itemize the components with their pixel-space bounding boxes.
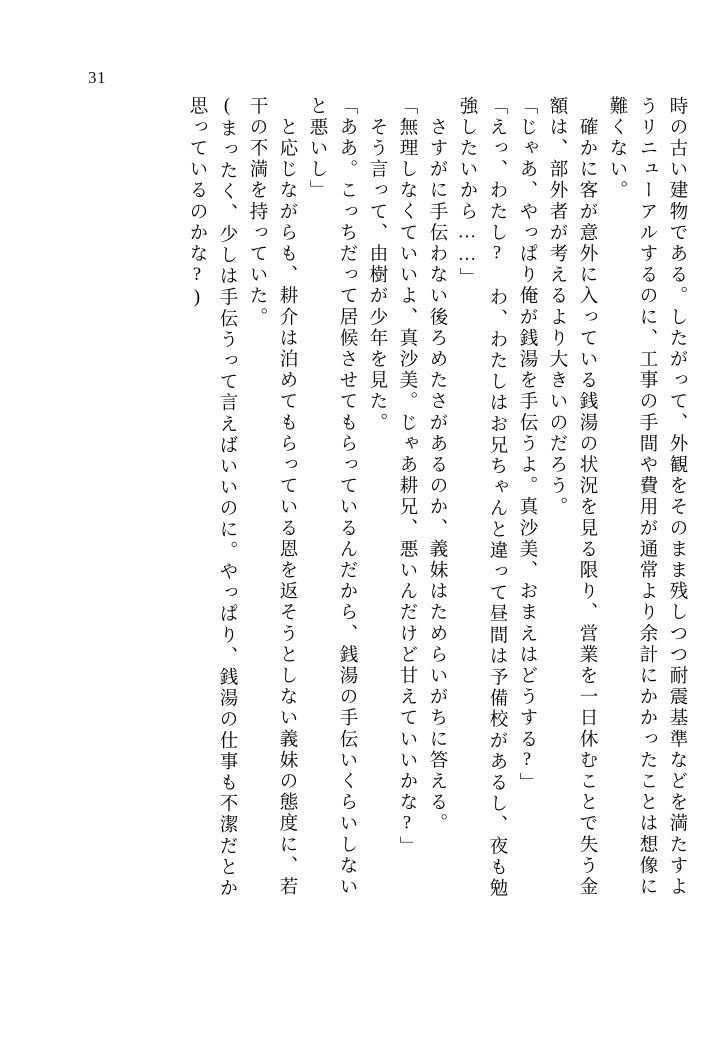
text-line: 「ああ。こっちだって居候させてもらっているんだから、銭湯の手伝いくらいしない — [337, 96, 357, 898]
text-line: 思っているのかな?) — [187, 96, 207, 310]
text-line: 「じゃあ、やっぱり俺が銭湯を手伝うよ。真沙美、おまえはどうする?」 — [517, 96, 537, 794]
text-line: (まったく、少しは手伝うって言えばいいのに。やっぱり、銭湯の仕事も不潔だとか — [217, 96, 237, 900]
text-line: そう言って、由樹が少年を見た。 — [367, 96, 387, 434]
text-line: 額は、部外者が考えるより大きいのだろう。 — [547, 96, 567, 518]
text-line: 強したいから……」 — [457, 96, 477, 289]
text-line: 時の古い建物である。したがって、外観をそのまま残しつつ耐震基準などを満たすよ — [667, 96, 687, 898]
text-line: 「無理しなくていいよ、真沙美。じゃあ耕兄、悪いんだけど甘えていいかな?」 — [397, 96, 417, 858]
text-line: と悪いし」 — [307, 96, 327, 202]
text-line: と応じながらも、耕介は泊めてもらっている恩を返そうとしない義妹の態度に、若 — [277, 96, 297, 898]
vertical-text-block — [58, 96, 686, 1006]
text-line: 難くない。 — [607, 96, 627, 202]
text-line: 確かに客が意外に入っている銭湯の状況を見る限り、営業を一日休むことで失う金 — [577, 96, 597, 898]
text-line: 「えっ、わたし? わ、わたしはお兄ちゃんと違って昼間は予備校があるし、夜も勉 — [487, 96, 507, 900]
page-number: 31 — [88, 68, 106, 87]
text-line: さすがに手伝わない後ろめたさがあるのか、義妹はためらいがちに答える。 — [427, 96, 447, 835]
text-line: うリニューアルするのに、工事の手間や費用が通常より余計にかかったことは想像に — [637, 96, 657, 898]
text-line: 干の不満を持っていた。 — [247, 96, 267, 329]
